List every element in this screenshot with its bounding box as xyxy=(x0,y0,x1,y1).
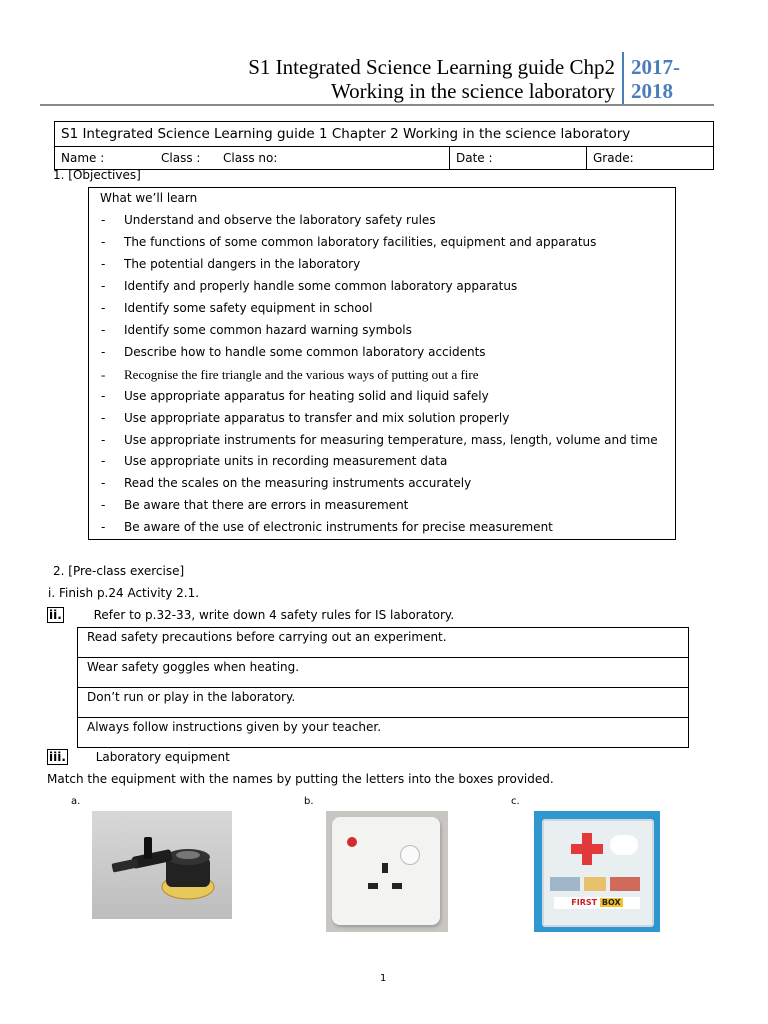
first-aid-label xyxy=(554,897,640,909)
header-year xyxy=(631,55,680,103)
objective-dash: - xyxy=(101,256,106,271)
header-title-line1: S1 Integrated Science Learning guide Chp2 xyxy=(248,55,615,79)
header-year-line2: 2018 xyxy=(631,79,673,103)
item-ii-number: ii. xyxy=(49,608,62,622)
socket-earth-pin xyxy=(382,863,388,873)
safety-rule-3: Don’t run or play in the laboratory. xyxy=(78,688,688,718)
preclass-item-i: i. Finish p.24 Activity 2.1. xyxy=(48,586,200,600)
safety-rules-box xyxy=(77,627,689,748)
objective-dash: - xyxy=(101,366,106,382)
item-ii-text: Refer to p.32-33, write down 4 safety rules for IS laboratory. xyxy=(93,608,455,622)
first-aid-box xyxy=(542,819,654,927)
class-no-label: Class no: xyxy=(223,151,278,165)
first-aid-word-box: BOX xyxy=(601,898,621,907)
label-b: b. xyxy=(304,796,314,807)
header-title xyxy=(160,55,615,103)
preclass-item-iii xyxy=(47,750,230,764)
socket-live-pin xyxy=(368,883,378,889)
objective-text: Use appropriate instruments for measuring temperature, mass, length, volume and time xyxy=(124,432,658,447)
supplies-3 xyxy=(610,877,640,891)
objective-dash: - xyxy=(101,388,106,403)
objective-dash: - xyxy=(101,498,106,513)
objective-text: Be aware that there are errors in measurement xyxy=(124,498,409,513)
info-table-title: S1 Integrated Science Learning guide 1 Chapter 2 Working in the science laboratory xyxy=(55,122,714,147)
objective-text: Recognise the fire triangle and the various ways of putting out a fire xyxy=(124,366,479,382)
objective-text: The functions of some common laboratory facilities, equipment and apparatus xyxy=(124,234,597,249)
objective-dash: - xyxy=(101,454,106,469)
socket-neutral-pin xyxy=(392,883,402,889)
header-rule xyxy=(40,104,714,106)
objective-dash: - xyxy=(101,520,106,535)
header-title-line2: Working in the science laboratory xyxy=(330,79,615,103)
power-socket-image xyxy=(326,811,448,932)
safety-rule-1: Read safety precautions before carrying out an experiment. xyxy=(78,628,688,658)
objective-text: Identify and properly handle some common laboratory apparatus xyxy=(124,278,518,293)
objective-dash: - xyxy=(101,234,106,249)
objective-text: The potential dangers in the laboratory xyxy=(124,256,361,271)
first-aid-box-image xyxy=(534,811,660,932)
cotton-wool xyxy=(610,835,638,855)
gas-tap-drawing xyxy=(92,811,232,919)
grade-label: Grade: xyxy=(587,147,714,170)
label-c: c. xyxy=(511,796,520,807)
header-divider xyxy=(622,52,624,104)
objective-text: Understand and observe the laboratory safety rules xyxy=(124,213,436,227)
preclass-item-ii xyxy=(47,608,454,622)
label-a: a. xyxy=(71,796,81,807)
objective-text: Identify some common hazard warning symbols xyxy=(124,322,412,337)
objective-dash: - xyxy=(101,476,106,491)
item-iii-number: iii. xyxy=(49,750,66,764)
objective-dash: - xyxy=(101,278,106,293)
objectives-heading: 1. [Objectives] xyxy=(53,168,141,182)
objective-text: Use appropriate apparatus for heating solid and liquid safely xyxy=(124,388,489,403)
objective-text: Identify some safety equipment in school xyxy=(124,300,373,315)
supplies-2 xyxy=(584,877,606,891)
supplies-1 xyxy=(550,877,580,891)
preclass-heading: 2. [Pre-class exercise] xyxy=(53,564,185,578)
objective-text: Be aware of the use of electronic instruments for precise measurement xyxy=(124,520,553,535)
item-iii-text: Laboratory equipment xyxy=(95,750,230,764)
objective-dash: - xyxy=(101,410,106,425)
objective-dash: - xyxy=(101,322,106,337)
objective-dash: - xyxy=(101,300,106,315)
info-table xyxy=(54,121,714,170)
safety-rule-2: Wear safety goggles when heating. xyxy=(78,658,688,688)
objective-dash: - xyxy=(101,344,106,359)
safety-rule-4: Always follow instructions given by your teacher. xyxy=(87,720,382,734)
header-year-line1: 2017- xyxy=(631,55,680,79)
name-label: Name : xyxy=(61,151,105,165)
class-label: Class : xyxy=(161,151,201,165)
red-cross-horizontal xyxy=(571,844,603,854)
objectives-box-title: What we’ll learn xyxy=(100,191,198,205)
page-number: 1 xyxy=(380,973,387,984)
objective-text: Use appropriate apparatus to transfer and mix solution properly xyxy=(124,410,510,425)
socket-plate xyxy=(332,817,440,925)
socket-switch xyxy=(400,845,420,865)
objective-dash: - xyxy=(101,432,106,447)
objectives-box xyxy=(88,187,676,540)
objective-text: Use appropriate units in recording measurement data xyxy=(124,454,448,469)
objective-text: Read the scales on the measuring instruments accurately xyxy=(124,476,472,491)
objective-text: Describe how to handle some common laboratory accidents xyxy=(124,344,486,359)
first-aid-word-first: FIRST xyxy=(571,898,598,907)
socket-indicator xyxy=(347,837,357,847)
match-instruction: Match the equipment with the names by putting the letters into the boxes provided. xyxy=(47,772,554,786)
name-class-cell xyxy=(55,147,450,170)
objective-dash: - xyxy=(101,213,106,227)
gas-tap-image xyxy=(92,811,232,919)
date-label: Date : xyxy=(450,147,587,170)
